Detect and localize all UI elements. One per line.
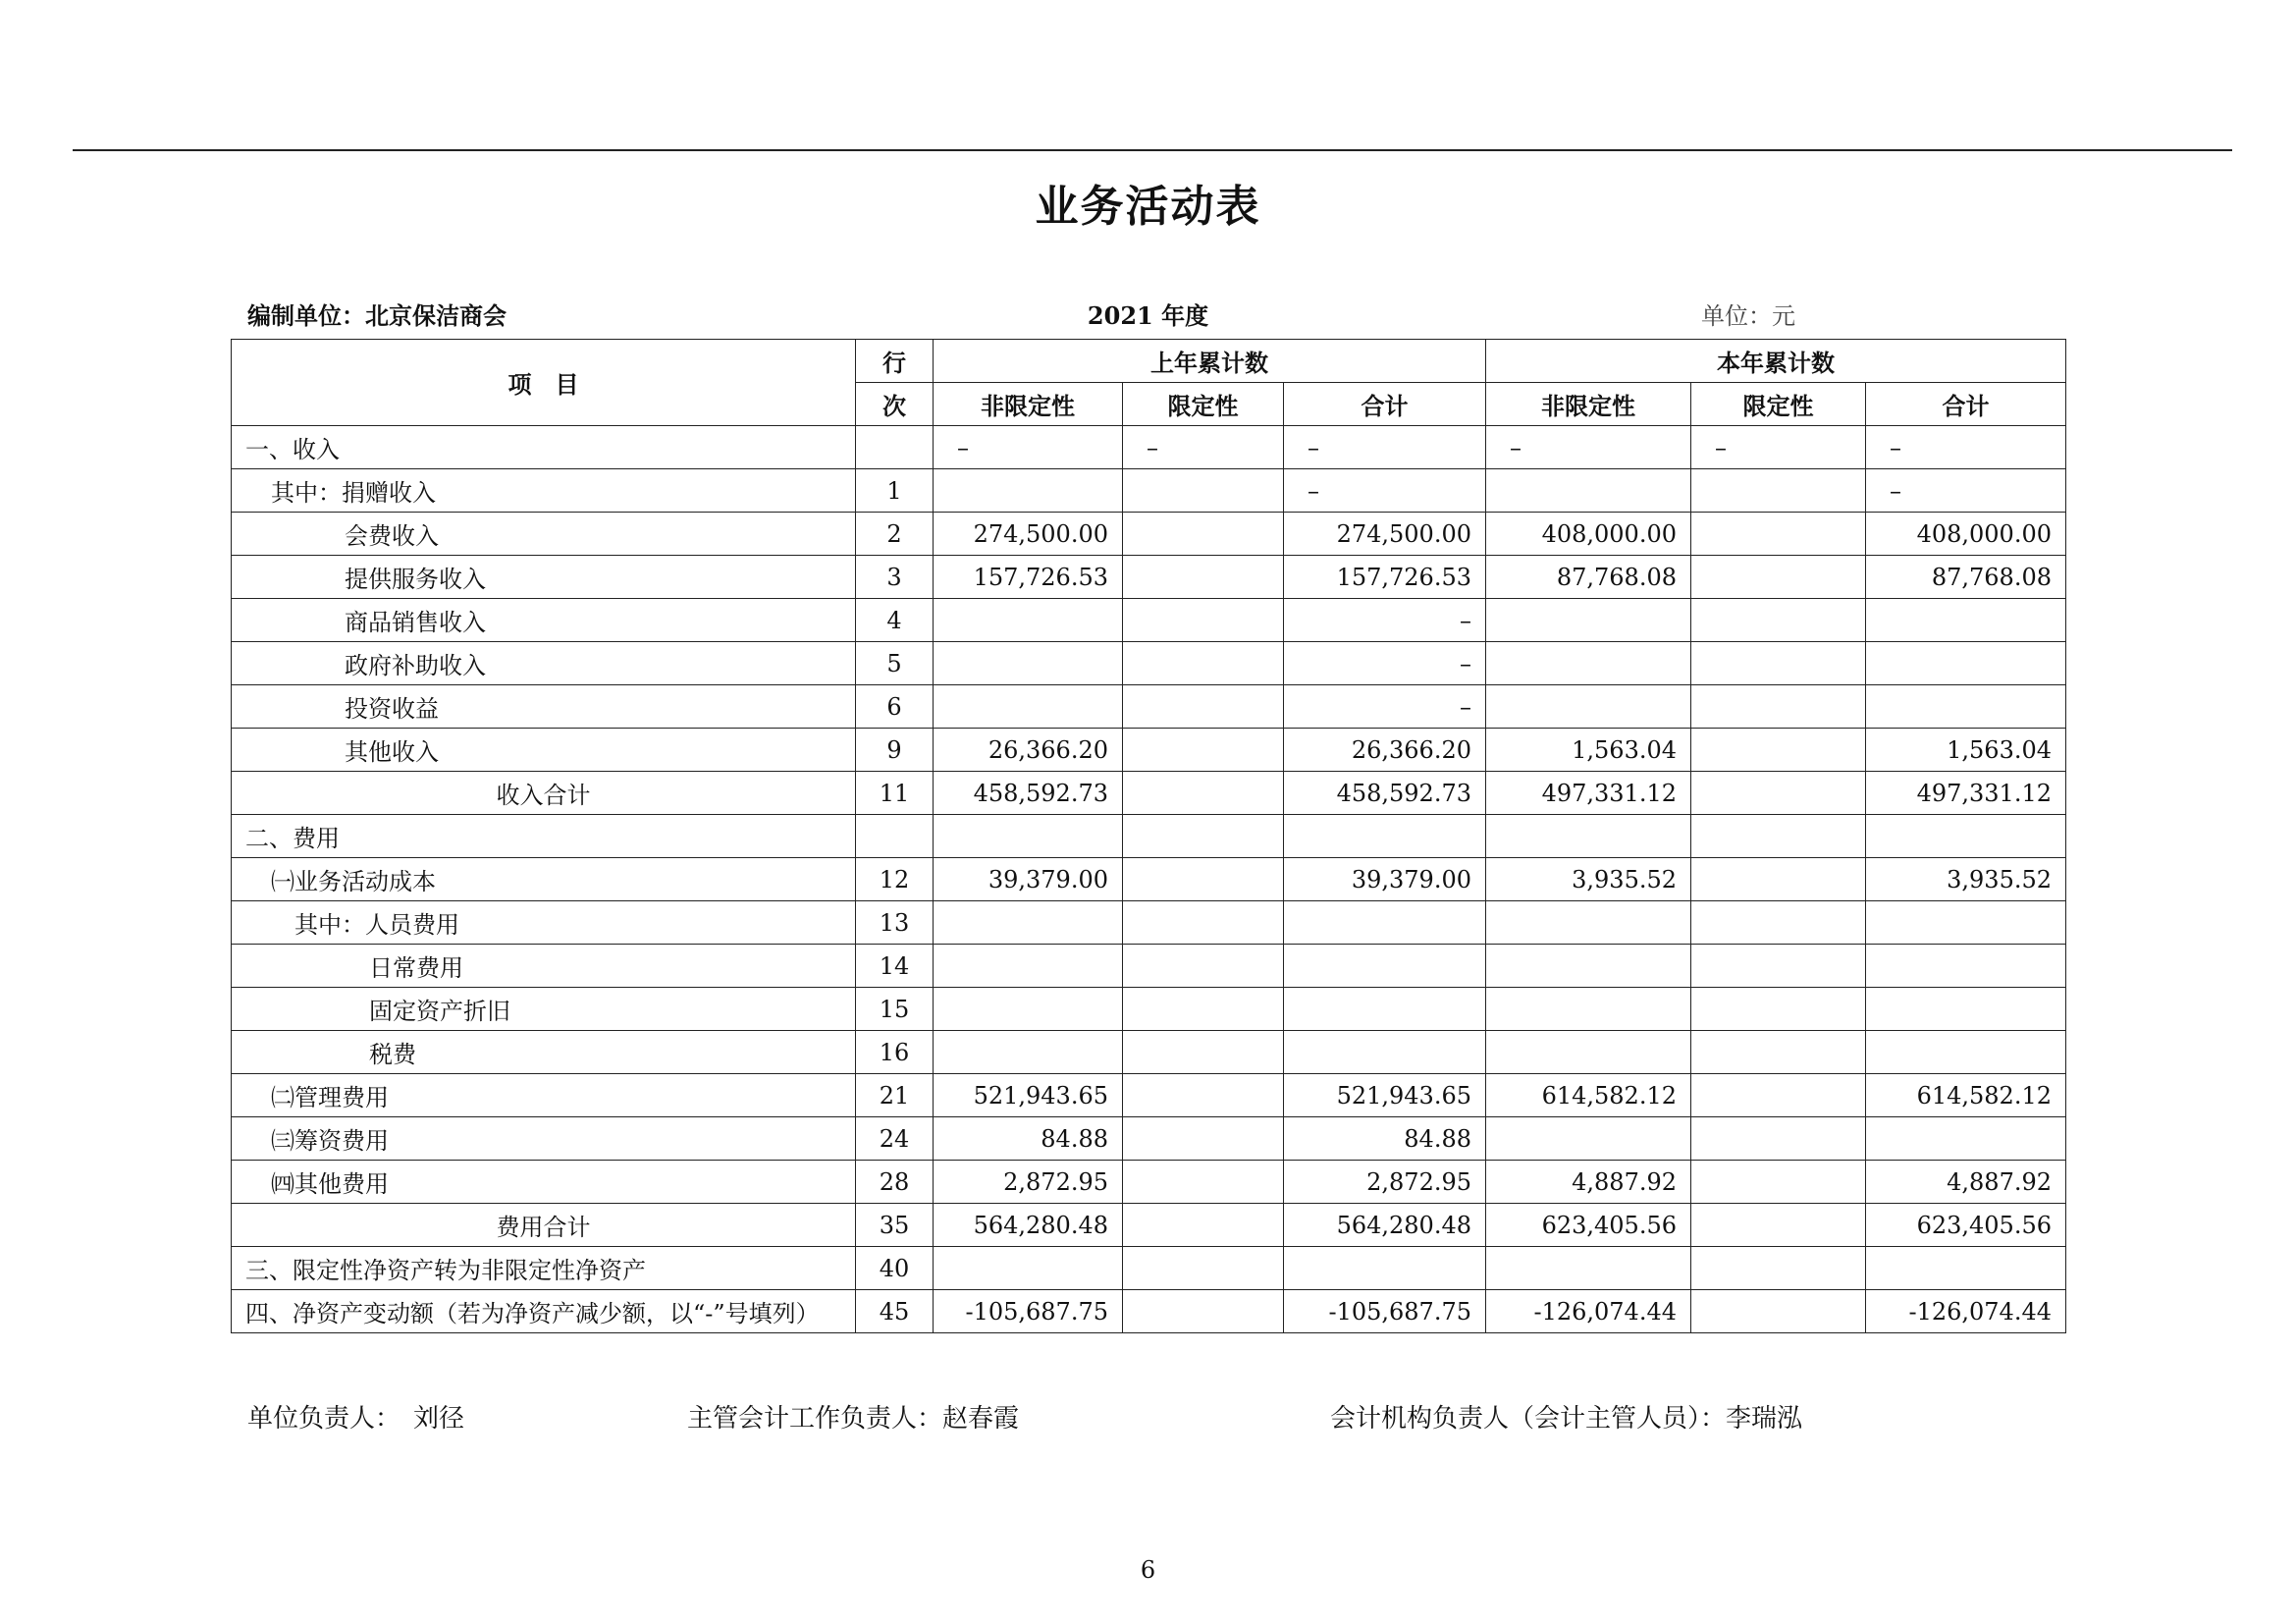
curr-unrestricted-cell — [1486, 1031, 1691, 1074]
curr-unrestricted-cell — [1486, 945, 1691, 988]
prev-total-cell: 157,726.53 — [1284, 556, 1486, 599]
curr-total-cell: 4,887.92 — [1866, 1161, 2066, 1204]
prev-restricted-cell — [1123, 642, 1284, 685]
row-number: 21 — [856, 1074, 934, 1117]
table-row — [232, 901, 2066, 945]
prev-unrestricted-cell: 458,592.73 — [934, 772, 1123, 815]
row-label: 会费收入 — [232, 513, 856, 556]
prev-total-cell — [1284, 815, 1486, 858]
row-number: 14 — [856, 945, 934, 988]
table-row — [232, 513, 2066, 556]
prev-restricted-cell — [1123, 556, 1284, 599]
header-row-1 — [232, 340, 2066, 383]
prev-restricted-cell — [1123, 815, 1284, 858]
row-label: 费用合计 — [232, 1204, 856, 1247]
row-number — [856, 426, 934, 469]
row-label: ㈡管理费用 — [232, 1074, 856, 1117]
prev-total-cell: 2,872.95 — [1284, 1161, 1486, 1204]
prev-total-cell: 84.88 — [1284, 1117, 1486, 1161]
prev-unrestricted-cell — [934, 945, 1123, 988]
prev-restricted-cell — [1123, 469, 1284, 513]
curr-restricted-cell — [1691, 1117, 1866, 1161]
table-row — [232, 1204, 2066, 1247]
curr-unrestricted-cell: 497,331.12 — [1486, 772, 1691, 815]
prev-unrestricted-cell: 84.88 — [934, 1117, 1123, 1161]
curr-total-cell — [1866, 1031, 2066, 1074]
prev-restricted-cell — [1123, 1204, 1284, 1247]
prev-restricted-cell — [1123, 685, 1284, 729]
curr-restricted-cell — [1691, 642, 1866, 685]
row-number: 35 — [856, 1204, 934, 1247]
prev-total-cell: 521,943.65 — [1284, 1074, 1486, 1117]
prev-restricted-cell — [1123, 1117, 1284, 1161]
curr-unrestricted-header: 非限定性 — [1486, 383, 1691, 426]
prev-restricted-cell: – — [1123, 426, 1284, 469]
accounting-head-signature: 主管会计工作负责人：赵春霞 — [687, 1404, 1020, 1434]
prev-unrestricted-cell — [934, 642, 1123, 685]
curr-unrestricted-cell — [1486, 988, 1691, 1031]
prev-unrestricted-cell — [934, 599, 1123, 642]
curr-total-cell: – — [1866, 469, 2066, 513]
prev-unrestricted-header: 非限定性 — [934, 383, 1123, 426]
prev-total-cell — [1284, 988, 1486, 1031]
row-label: 提供服务收入 — [232, 556, 856, 599]
prev-total-cell: 458,592.73 — [1284, 772, 1486, 815]
curr-total-cell: 623,405.56 — [1866, 1204, 2066, 1247]
col-rowno-header-bottom: 次 — [856, 383, 934, 426]
row-number: 5 — [856, 642, 934, 685]
row-label: 三、限定性净资产转为非限定性净资产 — [232, 1247, 856, 1290]
prev-unrestricted-cell — [934, 469, 1123, 513]
prev-unrestricted-cell: 521,943.65 — [934, 1074, 1123, 1117]
prev-restricted-cell — [1123, 945, 1284, 988]
prev-restricted-cell — [1123, 858, 1284, 901]
curr-total-cell: 408,000.00 — [1866, 513, 2066, 556]
curr-unrestricted-cell: 408,000.00 — [1486, 513, 1691, 556]
row-number: 3 — [856, 556, 934, 599]
prev-restricted-cell — [1123, 729, 1284, 772]
curr-total-cell: -126,074.44 — [1866, 1290, 2066, 1333]
prev-unrestricted-cell: 274,500.00 — [934, 513, 1123, 556]
col-rowno-header-top: 行 — [856, 340, 934, 383]
prev-total-cell: – — [1284, 642, 1486, 685]
table-row — [232, 1161, 2066, 1204]
prev-restricted-cell — [1123, 1161, 1284, 1204]
prev-restricted-cell — [1123, 513, 1284, 556]
curr-unrestricted-cell: 614,582.12 — [1486, 1074, 1691, 1117]
prev-restricted-cell — [1123, 901, 1284, 945]
row-label: ㈣其他费用 — [232, 1161, 856, 1204]
page-number: 6 — [1140, 1556, 1156, 1584]
row-number: 9 — [856, 729, 934, 772]
curr-restricted-cell — [1691, 1204, 1866, 1247]
row-label: 固定资产折旧 — [232, 988, 856, 1031]
curr-total-cell — [1866, 1117, 2066, 1161]
group-prev-year-header: 上年累计数 — [934, 340, 1486, 383]
table-row — [232, 426, 2066, 469]
table-row — [232, 1074, 2066, 1117]
curr-restricted-cell — [1691, 556, 1866, 599]
curr-total-cell: – — [1866, 426, 2066, 469]
page-title: 业务活动表 — [1035, 182, 1261, 232]
curr-total-cell — [1866, 901, 2066, 945]
prev-unrestricted-cell — [934, 685, 1123, 729]
curr-restricted-cell — [1691, 901, 1866, 945]
prev-restricted-cell — [1123, 1074, 1284, 1117]
curr-restricted-cell — [1691, 685, 1866, 729]
curr-total-cell: 3,935.52 — [1866, 858, 2066, 901]
prev-restricted-header: 限定性 — [1123, 383, 1284, 426]
curr-unrestricted-cell — [1486, 901, 1691, 945]
table-row — [232, 858, 2066, 901]
prev-total-cell — [1284, 901, 1486, 945]
curr-restricted-cell — [1691, 1247, 1866, 1290]
curr-total-cell — [1866, 1247, 2066, 1290]
preparing-unit: 编制单位：北京保洁商会 — [247, 301, 507, 330]
prev-unrestricted-cell: 26,366.20 — [934, 729, 1123, 772]
table-row — [232, 772, 2066, 815]
curr-restricted-cell — [1691, 1074, 1866, 1117]
curr-total-cell: 614,582.12 — [1866, 1074, 2066, 1117]
row-number: 28 — [856, 1161, 934, 1204]
curr-restricted-cell — [1691, 858, 1866, 901]
curr-unrestricted-cell — [1486, 599, 1691, 642]
table-row — [232, 945, 2066, 988]
table-row — [232, 988, 2066, 1031]
curr-total-cell — [1866, 815, 2066, 858]
curr-unrestricted-cell: -126,074.44 — [1486, 1290, 1691, 1333]
table-row — [232, 1117, 2066, 1161]
activity-table — [231, 339, 2066, 1333]
row-number: 1 — [856, 469, 934, 513]
prev-unrestricted-cell: -105,687.75 — [934, 1290, 1123, 1333]
row-number: 2 — [856, 513, 934, 556]
row-label: 收入合计 — [232, 772, 856, 815]
prev-restricted-cell — [1123, 1247, 1284, 1290]
top-rule — [73, 149, 2232, 151]
curr-total-cell — [1866, 642, 2066, 685]
table-row — [232, 729, 2066, 772]
curr-unrestricted-cell — [1486, 685, 1691, 729]
table-row — [232, 469, 2066, 513]
table-row — [232, 599, 2066, 642]
curr-unrestricted-cell — [1486, 469, 1691, 513]
prev-restricted-cell — [1123, 1290, 1284, 1333]
curr-total-cell: 1,563.04 — [1866, 729, 2066, 772]
curr-restricted-cell — [1691, 815, 1866, 858]
curr-restricted-cell — [1691, 1031, 1866, 1074]
row-label: 税费 — [232, 1031, 856, 1074]
row-number: 6 — [856, 685, 934, 729]
curr-restricted-cell — [1691, 599, 1866, 642]
prev-total-cell — [1284, 1031, 1486, 1074]
prev-unrestricted-cell — [934, 901, 1123, 945]
curr-unrestricted-cell: 623,405.56 — [1486, 1204, 1691, 1247]
prev-restricted-cell — [1123, 772, 1284, 815]
row-label: ㈠业务活动成本 — [232, 858, 856, 901]
curr-total-header: 合计 — [1866, 383, 2066, 426]
prev-unrestricted-cell: 157,726.53 — [934, 556, 1123, 599]
prev-unrestricted-cell — [934, 1031, 1123, 1074]
curr-restricted-cell: – — [1691, 426, 1866, 469]
prev-unrestricted-cell: 564,280.48 — [934, 1204, 1123, 1247]
curr-total-cell — [1866, 945, 2066, 988]
row-label: 其他收入 — [232, 729, 856, 772]
prev-unrestricted-cell: 39,379.00 — [934, 858, 1123, 901]
curr-restricted-cell — [1691, 945, 1866, 988]
prev-unrestricted-cell: 2,872.95 — [934, 1161, 1123, 1204]
prev-total-cell: – — [1284, 599, 1486, 642]
curr-total-cell — [1866, 599, 2066, 642]
table-row — [232, 685, 2066, 729]
curr-unrestricted-cell — [1486, 642, 1691, 685]
row-label: 其中：捐赠收入 — [232, 469, 856, 513]
unit-head-signature: 单位负责人： 刘径 — [247, 1404, 465, 1434]
row-number: 45 — [856, 1290, 934, 1333]
curr-unrestricted-cell: 3,935.52 — [1486, 858, 1691, 901]
curr-unrestricted-cell — [1486, 1117, 1691, 1161]
prev-total-cell: -105,687.75 — [1284, 1290, 1486, 1333]
prev-restricted-cell — [1123, 599, 1284, 642]
prev-total-cell: 564,280.48 — [1284, 1204, 1486, 1247]
curr-restricted-cell — [1691, 1290, 1866, 1333]
curr-restricted-cell — [1691, 513, 1866, 556]
prev-total-cell: 274,500.00 — [1284, 513, 1486, 556]
curr-restricted-cell — [1691, 772, 1866, 815]
curr-total-cell: 87,768.08 — [1866, 556, 2066, 599]
row-number: 11 — [856, 772, 934, 815]
curr-unrestricted-cell: 1,563.04 — [1486, 729, 1691, 772]
prev-unrestricted-cell — [934, 1247, 1123, 1290]
row-number: 40 — [856, 1247, 934, 1290]
row-number: 12 — [856, 858, 934, 901]
prev-restricted-cell — [1123, 988, 1284, 1031]
prev-total-cell — [1284, 945, 1486, 988]
prev-unrestricted-cell — [934, 988, 1123, 1031]
prev-total-cell: 26,366.20 — [1284, 729, 1486, 772]
table-row — [232, 556, 2066, 599]
row-label: 其中：人员费用 — [232, 901, 856, 945]
dept-head-signature: 会计机构负责人（会计主管人员）：李瑞泓 — [1330, 1404, 1803, 1434]
group-curr-year-header: 本年累计数 — [1486, 340, 2066, 383]
prev-total-cell: – — [1284, 685, 1486, 729]
row-number — [856, 815, 934, 858]
curr-unrestricted-cell — [1486, 815, 1691, 858]
row-label: 投资收益 — [232, 685, 856, 729]
curr-unrestricted-cell: 87,768.08 — [1486, 556, 1691, 599]
table-row — [232, 1290, 2066, 1333]
report-year: 2021 年度 — [1087, 301, 1209, 330]
row-number: 24 — [856, 1117, 934, 1161]
prev-unrestricted-cell: – — [934, 426, 1123, 469]
prev-unrestricted-cell — [934, 815, 1123, 858]
row-label: 二、费用 — [232, 815, 856, 858]
row-label: 四、净资产变动额（若为净资产减少额，以“-”号填列） — [232, 1290, 856, 1333]
curr-restricted-cell — [1691, 729, 1866, 772]
curr-restricted-cell — [1691, 1161, 1866, 1204]
curr-total-cell — [1866, 685, 2066, 729]
currency-unit: 单位：元 — [1701, 302, 1795, 330]
row-label: 政府补助收入 — [232, 642, 856, 685]
curr-unrestricted-cell: 4,887.92 — [1486, 1161, 1691, 1204]
row-label: 一、收入 — [232, 426, 856, 469]
row-label: 商品销售收入 — [232, 599, 856, 642]
curr-total-cell — [1866, 988, 2066, 1031]
table-body — [232, 426, 2066, 1333]
table-row — [232, 1031, 2066, 1074]
table-row — [232, 1247, 2066, 1290]
col-item-header: 项 目 — [232, 340, 856, 426]
table-row — [232, 642, 2066, 685]
prev-restricted-cell — [1123, 1031, 1284, 1074]
prev-total-cell: 39,379.00 — [1284, 858, 1486, 901]
curr-restricted-cell — [1691, 988, 1866, 1031]
curr-total-cell: 497,331.12 — [1866, 772, 2066, 815]
row-number: 16 — [856, 1031, 934, 1074]
table-row — [232, 815, 2066, 858]
curr-unrestricted-cell — [1486, 1247, 1691, 1290]
prev-total-header: 合计 — [1284, 383, 1486, 426]
row-number: 15 — [856, 988, 934, 1031]
curr-unrestricted-cell: – — [1486, 426, 1691, 469]
row-label: ㈢筹资费用 — [232, 1117, 856, 1161]
prev-total-cell — [1284, 1247, 1486, 1290]
curr-restricted-header: 限定性 — [1691, 383, 1866, 426]
row-number: 13 — [856, 901, 934, 945]
row-number: 4 — [856, 599, 934, 642]
row-label: 日常费用 — [232, 945, 856, 988]
prev-total-cell: – — [1284, 426, 1486, 469]
curr-restricted-cell — [1691, 469, 1866, 513]
prev-total-cell: – — [1284, 469, 1486, 513]
